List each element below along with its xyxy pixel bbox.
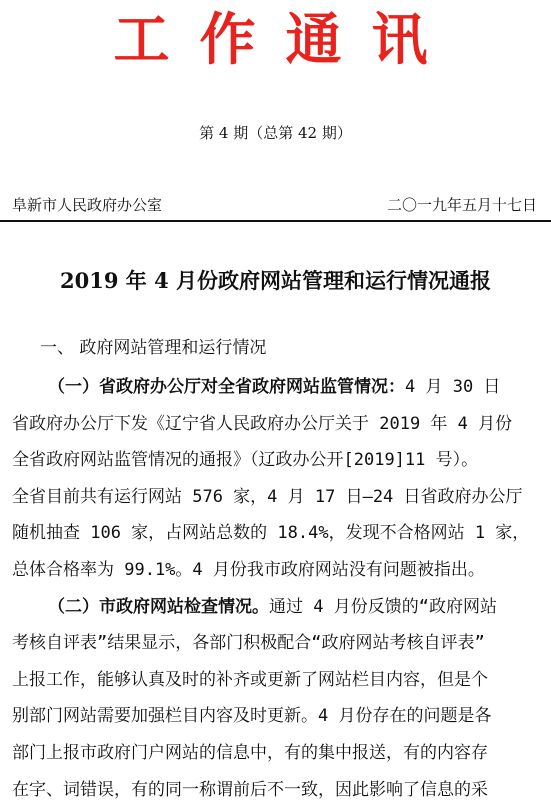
paragraph-2-line-1: （二）市政府网站检查情况。通过 4 月份反馈的“政府网站 (48, 596, 497, 617)
header-divider (0, 220, 551, 222)
section-heading: 一、 政府网站管理和运行情况 (40, 338, 267, 358)
document-title: 2019 年 4 月份政府网站管理和运行情况通报 (60, 268, 491, 293)
masthead-title: 工作通讯 (113, 8, 458, 73)
paragraph-2-line-6: 在字、词错误，有的同一称谓前后不一致，因此影响了信息的采 (12, 779, 488, 800)
paragraph-2-line-2: 考核自评表”结果显示，各部门积极配合“政府网站考核自评表” (12, 633, 485, 654)
paragraph-1-line-3: 全省政府网站监管情况的通报》（辽政办公开[2019]11 号）。 (12, 450, 479, 471)
paragraph-1 (12, 369, 540, 589)
publication-meta (12, 194, 537, 216)
paragraph-1-lead: （一）省政府办公厅对全省政府网站监管情况： (48, 377, 405, 397)
paragraph-1-line-4: 全省目前共有运行网站 576 家，4 月 17 日—24 日省政府办公厅 (12, 486, 523, 507)
issue-number: 第 4 期（总第 42 期） (199, 124, 352, 142)
publish-date: 二〇一九年五月十七日 (386, 196, 537, 214)
paragraph-2 (12, 589, 540, 808)
paragraph-2-line-3: 上报工作，能够认真及时的补齐或更新了网站栏目内容，但是个 (12, 669, 488, 690)
paragraph-2-line-4: 别部门网站需要加强栏目内容及时更新。4 月份存在的问题是各 (12, 706, 492, 727)
paragraph-1-line-5: 随机抽查 106 家，占网站总数的 18.4%，发现不合格网站 1 家， (12, 523, 530, 544)
paragraph-1-line-1: （一）省政府办公厅对全省政府网站监管情况：4 月 30 日 (48, 377, 501, 397)
publisher: 阜新市人民政府办公室 (12, 196, 163, 214)
paragraph-1-line-2: 省政府办公厅下发《辽宁省人民政府办公厅关于 2019 年 4 月份 (12, 413, 513, 434)
paragraph-2-line-5: 部门上报市政府门户网站的信息中，有的集中报送，有的内容存 (12, 742, 488, 763)
document-body (12, 369, 540, 808)
paragraph-1-line-6: 总体合格率为 99.1%。4 月份我市政府网站没有问题被指出。 (12, 559, 485, 580)
paragraph-2-lead: （二）市政府网站检查情况。 (48, 596, 269, 617)
